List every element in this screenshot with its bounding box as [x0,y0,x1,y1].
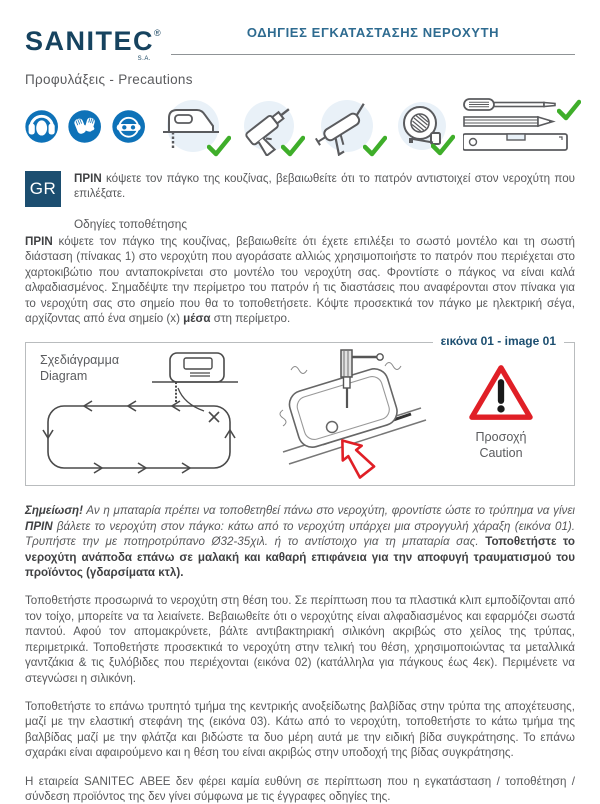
gr-note-text: ΠΡΙΝ κόψετε τον πάγκο της κουζίνας, βεβαιωθείτε ότι το πατρόν αντιστοιχεί στον νεροχύτη που επιλέξατε. [74,172,575,201]
check-icon [281,134,305,158]
check-icon [363,134,387,158]
check-icon [207,134,231,158]
hand-tools-group [463,96,575,156]
caulk-gun-tool [311,96,383,156]
gr-language-badge: GR [25,171,61,207]
installation-paragraph: ΠΡΙΝ κόψετε τον πάγκο της κουζίνας, βεβαιωθείτε ότι έχετε επιλέξει το σωστό μοντέλο και τη σωστή διάσταση (πίνακας 1) στο νεροχύτη που αγοράσατε αλλιώς χρησιμοποιήστε το πατρόν που περιέχεται στο χαρτοκιβώτιο που ανταποκρίνεται στο μοντέλο του νεροχύτη σας. Φροντίστε ο πάγκος να είναι καλά αλφαδιασμένος. Σημαδέψτε την περίμετρο του πατρόν ή τις διαστάσεις που αναφέρονται στον πίνακα για το νεροχύτη σας στο σημείο που θα το τοποθετήσετε. Κόψτε προσεκτικά τον πάγκο με ηλεκτρική σέγα, αρχίζοντας από ένα σημείο (x) μέσα στη περίμετρο. [25,235,575,326]
registered-mark-icon: ® [154,28,161,38]
tape-measure-tool [393,97,451,155]
logo-wordmark: SANITEC [25,26,155,56]
cut-path-diagram-icon [32,348,272,480]
logo-sa-suffix: S.A. [137,56,151,62]
caution-block [428,343,574,485]
header-title-block [171,24,575,55]
warning-triangle-icon [465,361,537,423]
sink-drill-sketch-icon [277,348,427,480]
sink-cutting-illustration [276,343,428,485]
header [25,24,575,62]
page-title: ΟΔΗΓΙΕΣ ΕΓΚΑΤΑΣΤΑΣΗΣ ΝΕΡΟΧΥΤΗ [246,25,500,40]
protective-gloves-icon [68,103,101,150]
caution-caption-el: Προσοχή [475,430,527,445]
precautions-heading: Προφυλάξεις - Precautions [25,72,193,87]
check-icon [431,133,455,157]
disclaimer-paragraph: Η εταιρεία SANITEC ΑΒΕΕ δεν φέρει καμία ευθύνη σε περίπτωση που η εγκατάσταση / τοποθέτηση / σύνδεση προϊόντος της δεν γίνει σύμφωνα με τις έγγραφες οδηγίες της. [25,774,575,803]
diagram-caption-el: Σχεδιάγραμμα [40,353,120,368]
caution-caption [476,430,527,461]
drill-tool [237,96,301,156]
jigsaw-tool [155,96,227,156]
figure-image-01 [25,334,575,486]
gr-language-note [25,171,575,207]
diagram-caption-en: Diagram [40,369,88,384]
note-paragraph: Σημείωση! Αν η μπαταρία πρέπει να τοποθετηθεί πάνω στο νεροχύτη, φροντίστε ώστε το τρύπημα να γίνει ΠΡΙΝ βάλετε το νεροχύτη στον πάγκο: κάτω από το νεροχύτη υπάρχει μια στρογγυλή χάραξη (εικόνα 01). Τρυπήστε την με ποτηροτρύπανο Ø32-35χιλ. ή το αντίστοιχο για τη μπαταρία σας. Τοποθετήστε το νεροχύτη ανάποδα επάνω σε μαλακή και καθαρή επιφάνεια για την αποφυγή τραυματισμού του προϊόντος (γδαρσίματα κτλ). [25,504,575,580]
installation-heading: Οδηγίες τοποθέτησης [74,217,188,231]
valve-paragraph: Τοποθετήστε το επάνω τρυπητό τμήμα της κεντρικής ανοξείδωτης βαλβίδας στην τρύπα της αποχέτευσης, μαζί με την ελαστική στεφάνη της (εικόνα 03). Κάτω από το νεροχύτη, τοποθετήστε το κάτω τμήμα της βαλβίδας μαζί με την φλάτζα και βιδώστε τα δυο μέρη αυτά με την ειδική βίδα συγκράτησης. Το επάνω σχαράκι είναι αφαιρούμενο και η θέση του είναι ακριβώς στην υποδοχή της βίδας συγκράτησης. [25,699,575,760]
precautions-icons-row [25,94,575,158]
caution-caption-en: Caution [479,445,523,460]
ear-protection-icon [25,103,58,150]
figure-label: εικόνα 01 - image 01 [433,334,564,348]
cutting-diagram [26,343,276,485]
check-icon [557,98,581,122]
sanitec-logo [25,26,161,62]
safety-goggles-icon [112,103,145,150]
placement-paragraph: Τοποθετήστε προσωρινά το νεροχύτη στη θέση του. Σε περίπτωση που τα πλαστικά κλιπ εμποδίζονται από τον τοίχο, μπορείτε να τα λειαίνετε. Βεβαιωθείτε ότι ο νεροχύτης είναι αλφαδιασμένος και εφαρμόζει σωστά παντού. Αφού τον απομακρύνετε, βάλτε αντιβακτηριακή σιλικόνη ακριβώς στο χείλος της τρύπας, περιμετρικά. Τοποθετήστε προσεκτικά το νεροχύτη στην τελική του θέση, χρησιμοποιώντας τα μεταλλικά γαντζάκια & τις ξυλόβιδες που περιέχονται (εικόνα 02) (κατάλληλα για πάγκους έως 4εκ). Περιμένετε να στεγνώσει η σιλικόνη. [25,594,575,685]
